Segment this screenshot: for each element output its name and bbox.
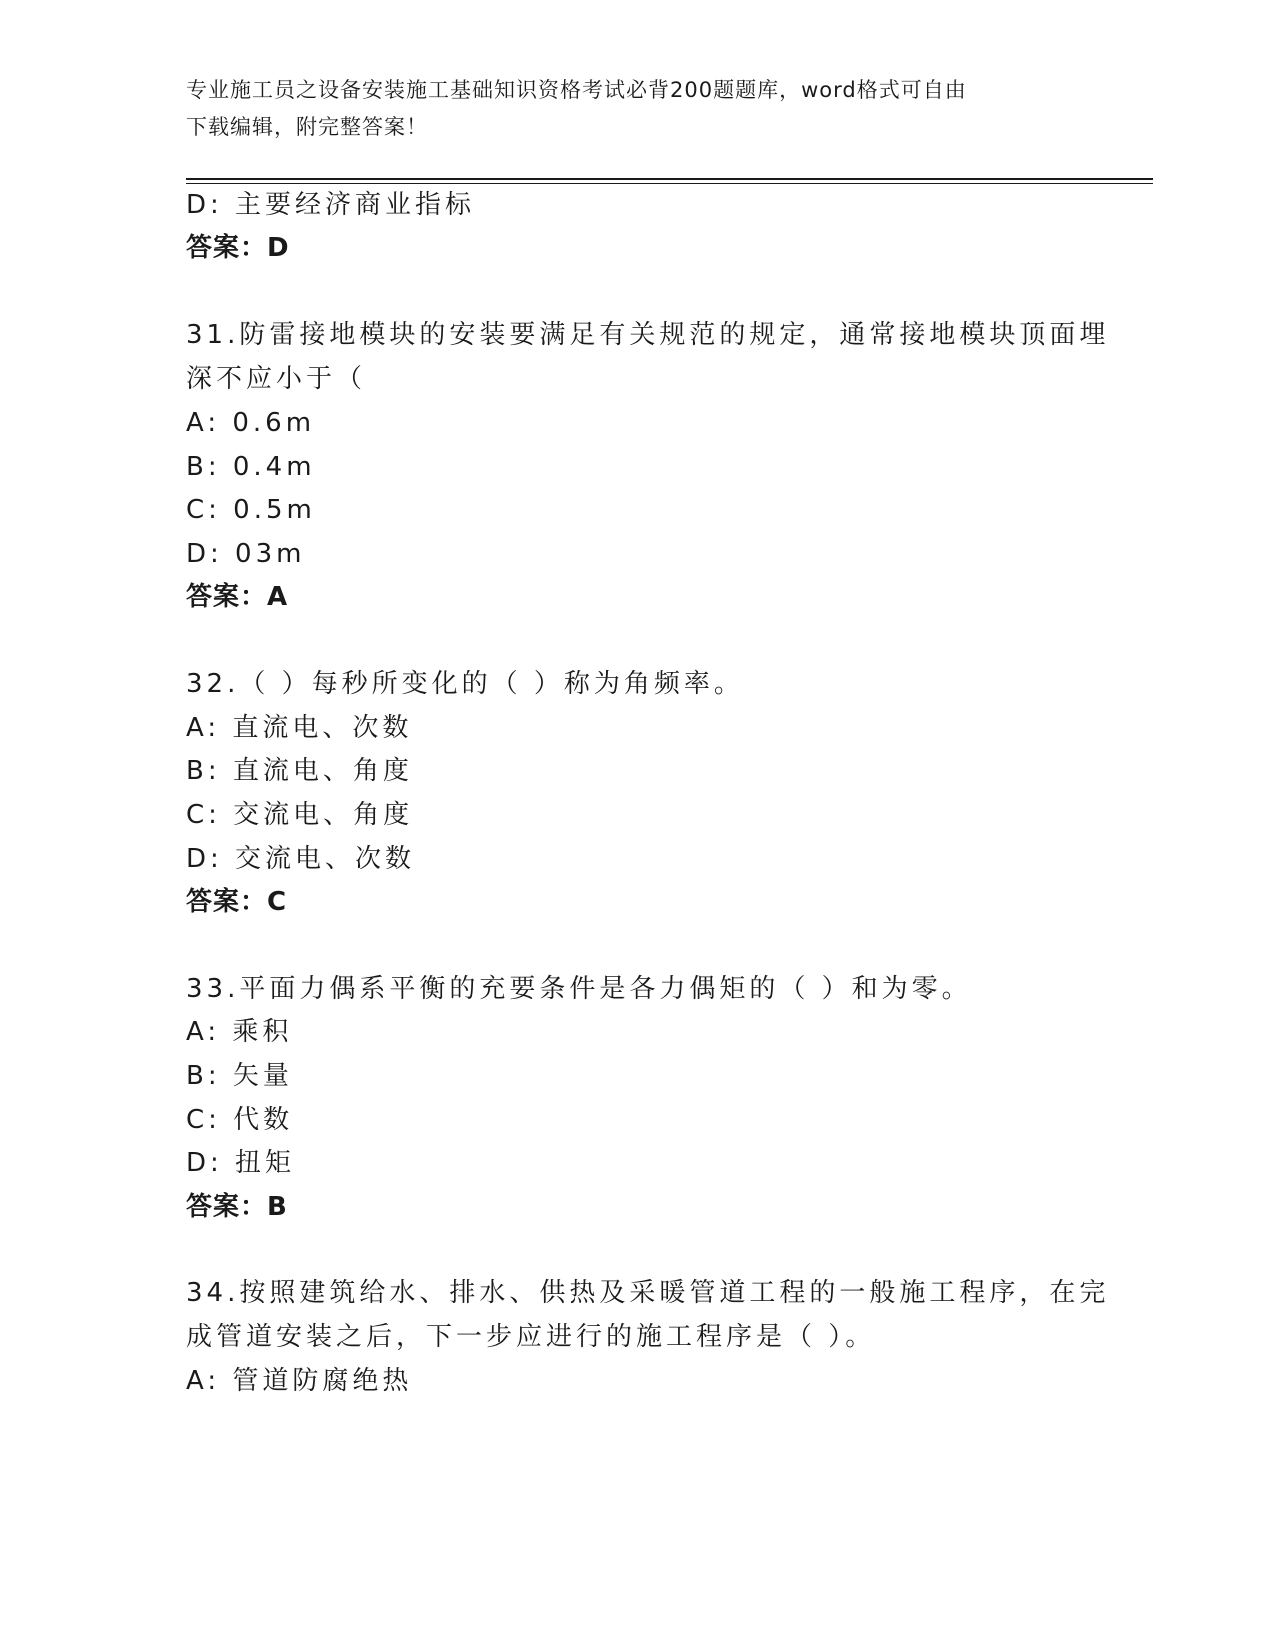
q31-option-d: D: 03m (186, 539, 306, 569)
q31-option-a: A: 0.6m (186, 408, 316, 438)
header-line-1: 专业施工员之设备安装施工基础知识资格考试必背200题题库，word格式可自由 (186, 78, 967, 102)
q33-option-b: B: 矢量 (186, 1061, 293, 1091)
document-page (186, 0, 1166, 1650)
q34-stem-line-1: 34.按照建筑给水、排水、供热及采暖管道工程的一般施工程序，在完 (186, 1278, 1110, 1308)
q33-option-c: C: 代数 (186, 1105, 294, 1135)
header-divider-thick (186, 178, 1153, 180)
document-header (186, 72, 1066, 146)
q32-option-c: C: 交流电、角度 (186, 800, 414, 830)
q31-stem-line-1: 31.防雷接地模块的安装要满足有关规范的规定，通常接地模块顶面埋 (186, 320, 1110, 350)
header-line-2: 下载编辑，附完整答案！ (186, 115, 428, 139)
q30-answer: 答案：D (186, 233, 290, 263)
q32-option-d: D: 交流电、次数 (186, 844, 416, 874)
header-divider-thin (186, 183, 1153, 184)
q34-option-a: A: 管道防腐绝热 (186, 1366, 413, 1396)
q31-stem-line-2: 深不应小于（ (186, 364, 367, 394)
q31-answer: 答案：A (186, 582, 289, 612)
q33-option-d: D: 扭矩 (186, 1148, 296, 1178)
q30-option-d: D: 主要经济商业指标 (186, 190, 476, 220)
q32-stem: 32.（ ）每秒所变化的（ ）称为角频率。 (186, 669, 744, 699)
q31-option-b: B: 0.4m (186, 452, 316, 482)
q32-option-b: B: 直流电、角度 (186, 756, 413, 786)
q33-option-a: A: 乘积 (186, 1017, 293, 1047)
q33-stem: 33.平面力偶系平衡的充要条件是各力偶矩的（ ）和为零。 (186, 974, 972, 1004)
q31-option-c: C: 0.5m (186, 495, 316, 525)
q34-stem-line-2: 成管道安装之后，下一步应进行的施工程序是（ ）。 (186, 1322, 876, 1352)
q33-answer: 答案：B (186, 1192, 288, 1222)
q32-answer: 答案：C (186, 887, 288, 917)
q32-option-a: A: 直流电、次数 (186, 713, 413, 743)
